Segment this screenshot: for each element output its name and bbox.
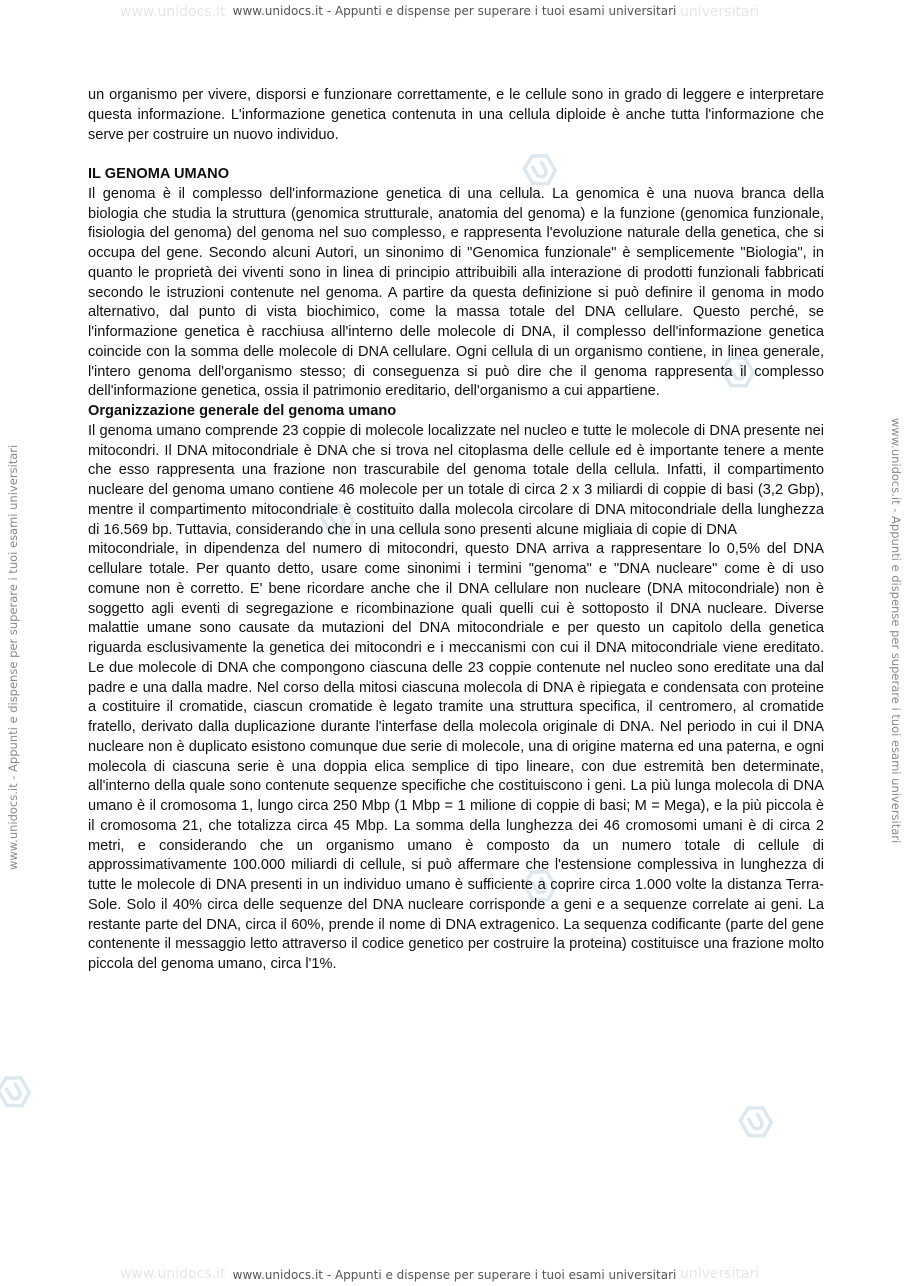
section-heading: IL GENOMA UMANO [88, 166, 230, 182]
subsection-paragraph-2: mitocondriale, in dipendenza del numero di mitocondri, questo DNA arriva a rappresentare lo 0,5% del DNA cellulare totale. Per quanto detto, usare come sinonimi i termini "genoma" e "DNA nucleare" come è di uso comune non è corretto. E' bene ricordare anche che il DNA cellulare non nucleare (DNA mitocondriale) non è soggetto agli eventi di segregazione e ricombinazione quali quelli cui è sottoposto il DNA nucleare. Diverse malattie umane sono causate da mutazioni del DNA mitocondriale e per questo un capitolo della genetica riguarda esclusivamente la genetica dei mitocondri e i meccanismi con cui il DNA mitocondriale viene ereditato. Le due molecole di DNA che compongono ciascuna delle 23 coppie contenute nel nucleo sono ereditate una dal padre e una dalla madre. Nel corso della mitosi ciascuna molecola di DNA è ripiegata e condensata con proteine a costituire il cromatide, ciascun cromatide è legato tramite una struttura specifica, il centromero, al cromatide fratello, derivato dalla duplicazione durante l'interfase della molecola originale di DNA. Nel periodo in cui il DNA nucleare non è duplicato esistono comunque due serie di molecole, una di origine materna ed una paterna, e ogni molecola di ciascuna serie è una doppia elica semplice di tipo lineare, con due estremità ben determinate, all'interno della quale sono contenute sequenze specifiche che costituiscono i geni. La più lunga molecola di DNA umano è il cromosoma 1, lungo circa 250 Mbp (1 Mbp = 1 milione di coppie di basi; M = Mega), e la più piccola è il cromosoma 21, che totalizza circa 45 Mbp. La somma della lunghezza dei 46 cromosomi umani è di circa 2 metri, e considerando che un organismo umano è composto da un numero totale di cellule di approssimativamente 100.000 miliardi di cellule, si può affermare che l'estensione complessiva in lunghezza di tutte le molecole di DNA presenti in un individuo umano è sufficiente a coprire circa 1.000 volte la distanza Terra-Sole. Solo il 40% circa delle sequenze del DNA nucleare corrisponde a geni e a sequenze correlate ai geni. La restante parte del DNA, circa il 60%, prende il nome di DNA extragenico. La sequenza codificante (parte del gene contenente il messaggio letto attraverso il codice genetico per costruire la proteina) costituisce una frazione molto piccola del genoma umano, circa l'1%. [88, 541, 824, 972]
subsection-paragraph-1: Il genoma umano comprende 23 coppie di molecole localizzate nel nucleo e tutte le molecole di DNA presente nei mitocondri. Il DNA mitocondriale è DNA che si trova nel citoplasma delle cellule ed è importante tenere a mente che esso rappresenta una frazione non trascurabile del genoma totale della cellula. Infatti, il compartimento nucleare del genoma umano contiene 46 molecole per un totale di circa 2 x 3 miliardi di coppie di basi (3,2 Gbp), mentre il compartimento mitocondriale è costituito dalla molecola circolare di DNA mitocondriale della lunghezza di 16.569 bp. Tuttavia, considerando che in una cellula sono presenti alcune migliaia di copie di DNA [88, 422, 824, 538]
subsection-heading: Organizzazione generale del genoma umano [88, 403, 397, 419]
footer-ghost-left: www.unidocs.it [120, 1266, 226, 1282]
right-side-banner: www.unidocs.it - Appunti e dispense per superare i tuoi esami universitari [889, 418, 903, 844]
header-ghost-right: universitari [680, 4, 760, 20]
intro-paragraph: un organismo per vivere, disporsi e funzionare correttamente, e le cellule sono in grado di leggere e interpretare questa informazione. L'informazione genetica contenuta in una cellula diploide è anche tutta l'informazione che serve per costruire un nuovo individuo. [88, 87, 824, 143]
watermark-logo-icon [736, 1102, 776, 1142]
paragraph-spacer [88, 145, 824, 165]
header-banner: www.unidocs.it - Appunti e dispense per superare i tuoi esami universitari [232, 4, 677, 18]
document-body [88, 86, 824, 975]
header-ghost-left: www.unidocs.it [120, 4, 226, 20]
footer-ghost-right: universitari [680, 1266, 760, 1282]
watermark-logo-icon [0, 1072, 34, 1112]
footer-banner: www.unidocs.it - Appunti e dispense per superare i tuoi esami universitari [232, 1268, 677, 1282]
left-side-banner: www.unidocs.it - Appunti e dispense per superare i tuoi esami universitari [6, 444, 20, 870]
section-paragraph: Il genoma è il complesso dell'informazione genetica di una cellula. La genomica è una nuova branca della biologia che studia la struttura (genomica strutturale, anatomia del genoma) e la funzione (genomica funzionale, fisiologia del genoma) del genoma nel suo complesso, e rappresenta l'evoluzione naturale della genetica, che si occupa del gene. Secondo alcuni Autori, un sinonimo di "Genomica funzionale" è semplicemente "Biologia", in quanto le proprietà dei viventi sono in linea di principio attribuibili alla interazione di prodotti funzionali fabbricati secondo le istruzioni contenute nel genoma. A partire da questa definizione si può definire il genoma in modo alternativo, dal punto di vista biochimico, come la massa totale del DNA cellulare. Questo perché, se l'informazione genetica è racchiusa all'interno delle molecole di DNA, il complesso dell'informazione genetica coincide con la somma delle molecole di DNA cellulare. Ogni cellula di un organismo contiene, in linea generale, l'intero genoma dell'organismo stesso; di conseguenza si può dire che il genoma rappresenta il complesso dell'informazione genetica, ossia il patrimonio ereditario, dell'organismo a cui appartiene. [88, 185, 824, 400]
